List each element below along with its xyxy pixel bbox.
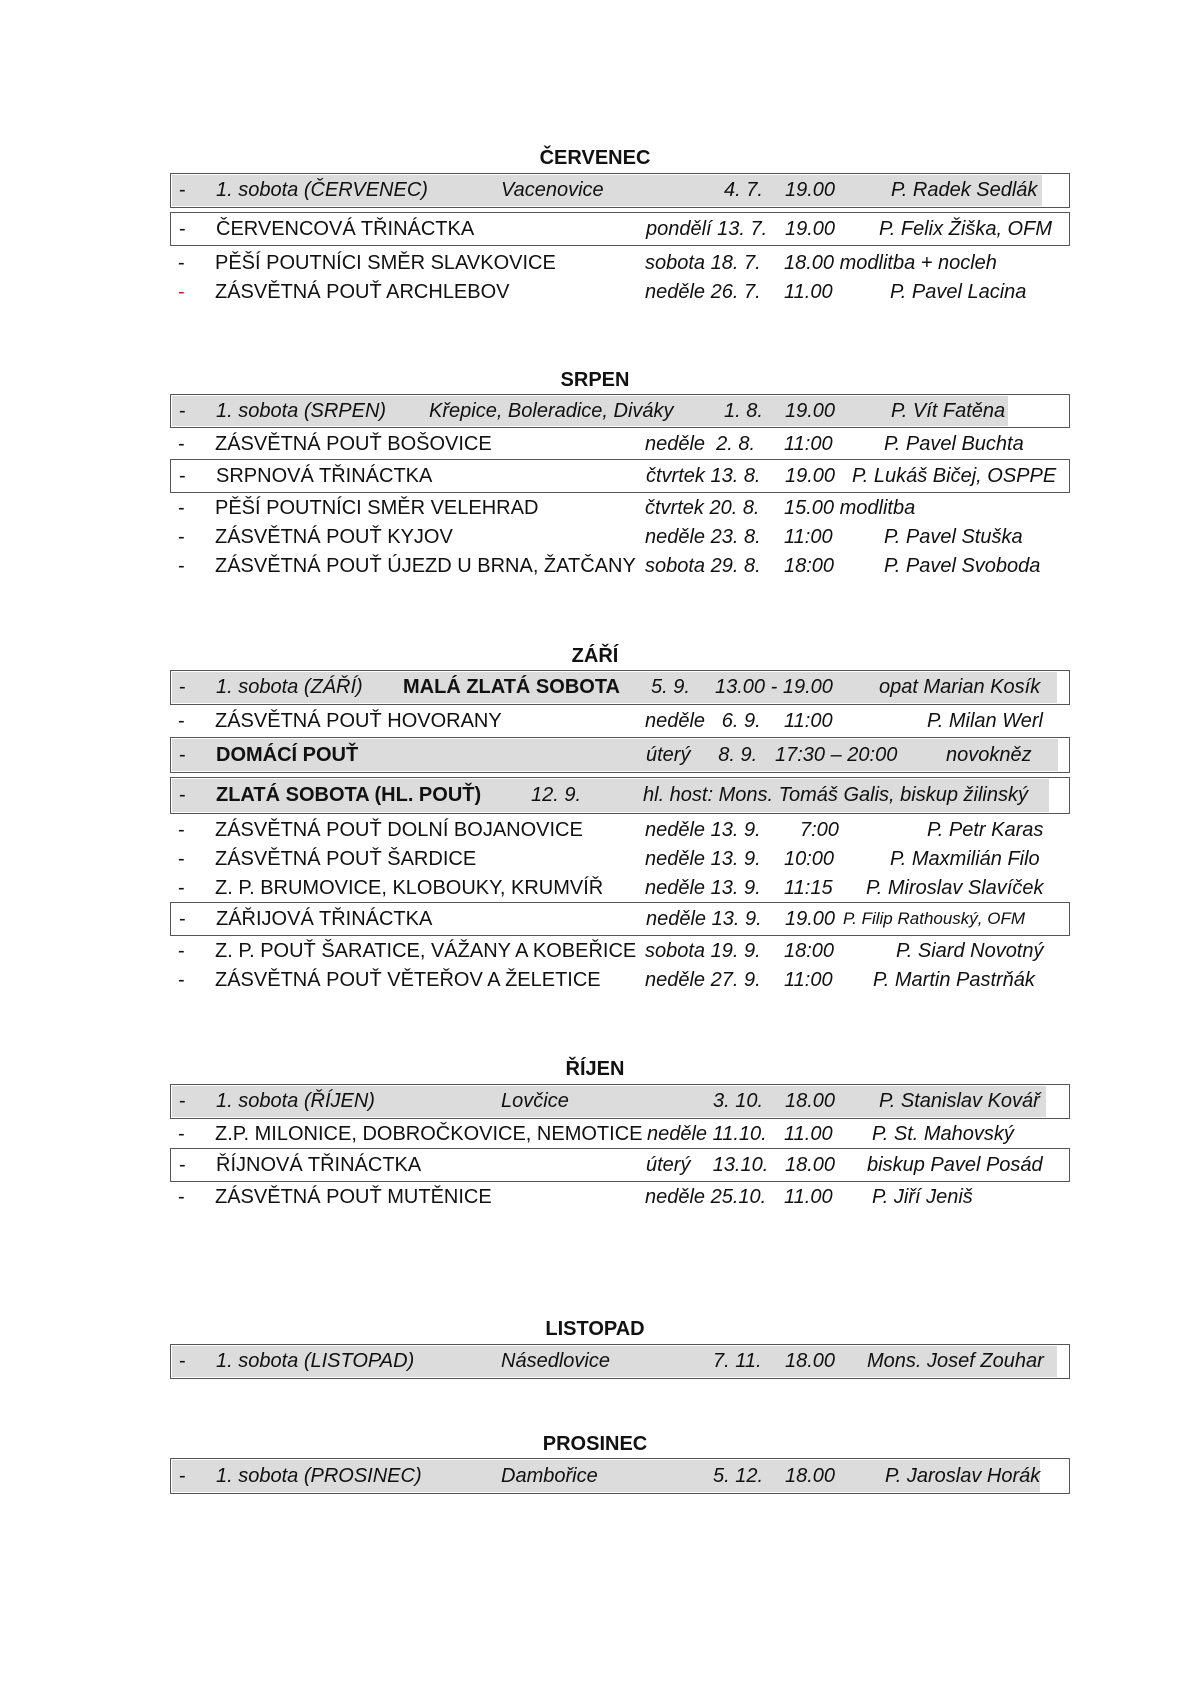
schedule-row — [170, 394, 1070, 428]
row-time: 13.00 - 19.00 — [715, 676, 833, 698]
schedule-row — [170, 212, 1070, 246]
row-dash: - — [179, 1090, 186, 1112]
row-dash: - — [178, 819, 185, 841]
section-title-zari: ZÁŘÍ — [571, 645, 619, 667]
row-date: neděle 26. 7. — [645, 281, 761, 303]
row-time: 11:00 — [784, 710, 833, 732]
row-time: 18.00 modlitba + nocleh — [784, 252, 997, 274]
schedule-row — [170, 1183, 1070, 1211]
row-time: 18.00 — [785, 1090, 836, 1112]
row-date: neděle 6. 9. — [645, 710, 761, 732]
row-time: 18:00 — [784, 940, 835, 962]
row-priest: P. Felix Žiška, OFM — [879, 218, 1052, 240]
row-time: 19.00 — [785, 465, 836, 487]
schedule-row — [170, 494, 1070, 522]
row-date: neděle 27. 9. — [645, 969, 761, 991]
row-name: ČERVENCOVÁ TŘINÁCTKA — [216, 218, 475, 240]
row-time: 19.00 — [785, 908, 836, 930]
row-date: čtvrtek 20. 8. — [645, 497, 760, 519]
row-dash: - — [178, 1186, 185, 1208]
row-date: neděle 25.10. — [645, 1186, 767, 1208]
row-dash: - — [178, 252, 185, 274]
row-priest: P. Stanislav Kovář — [879, 1090, 1040, 1112]
row-priest: P. Martin Pastrňák — [873, 969, 1035, 991]
row-name: ZÁSVĚTNÁ POUŤ KYJOV — [215, 526, 453, 548]
row-date: neděle 13. 9. — [645, 848, 761, 870]
section-title-listopad: LISTOPAD — [545, 1318, 645, 1340]
row-place: MALÁ ZLATÁ SOBOTA — [403, 676, 621, 698]
row-priest: P. St. Mahovský — [872, 1123, 1014, 1145]
schedule-row — [170, 1344, 1070, 1379]
row-date: úterý 8. 9. — [646, 744, 758, 766]
row-name: 1. sobota (SRPEN) — [216, 400, 387, 422]
row-dash: - — [178, 969, 185, 991]
row-date: 1. 8. — [724, 400, 763, 422]
row-time: 17:30 – 20:00 — [775, 744, 898, 766]
schedule-row — [170, 707, 1070, 735]
row-name: 1. sobota (ŘÍJEN) — [216, 1090, 375, 1112]
row-name: ZÁSVĚTNÁ POUŤ BOŠOVICE — [215, 433, 492, 455]
row-priest: P. Jiří Jeniš — [872, 1186, 973, 1208]
section-title-prosinec: PROSINEC — [542, 1433, 648, 1455]
row-priest: P. Radek Sedlák — [891, 179, 1038, 201]
row-priest: P. Petr Karas — [927, 819, 1044, 841]
schedule-row — [170, 1458, 1070, 1494]
row-date: 5. 9. — [651, 676, 690, 698]
row-name: PĚŠÍ POUTNÍCI SMĚR SLAVKOVICE — [215, 252, 556, 274]
row-time: 11.00 — [784, 1186, 833, 1208]
row-dash: - — [178, 433, 185, 455]
schedule-row — [170, 523, 1070, 551]
row-time: 10:00 — [784, 848, 835, 870]
row-priest: P. Miroslav Slavíček — [866, 877, 1044, 899]
row-dash: - — [179, 1465, 186, 1487]
row-dash: - — [178, 281, 185, 303]
row-date: čtvrtek 13. 8. — [646, 465, 761, 487]
row-dash: - — [179, 744, 186, 766]
section-title-cervenec: ČERVENEC — [539, 147, 651, 169]
row-priest: P. Pavel Lacina — [890, 281, 1027, 303]
row-time: 18.00 — [785, 1465, 836, 1487]
row-time: 19.00 — [785, 218, 836, 240]
row-dash: - — [179, 218, 186, 240]
row-time: 15.00 modlitba — [784, 497, 916, 519]
row-date: úterý 13.10. — [646, 1154, 769, 1176]
row-dash: - — [179, 1350, 186, 1372]
row-priest: P. Pavel Buchta — [884, 433, 1024, 455]
row-name: 1. sobota (LISTOPAD) — [216, 1350, 415, 1372]
row-dash: - — [179, 676, 186, 698]
row-name: ZÁSVĚTNÁ POUŤ ARCHLEBOV — [215, 281, 510, 303]
row-dash: - — [179, 908, 186, 930]
row-date: neděle 13. 9. — [645, 877, 761, 899]
row-priest: Mons. Josef Zouhar — [867, 1350, 1044, 1372]
schedule-row — [170, 552, 1070, 580]
row-dash: - — [178, 555, 185, 577]
row-dash: - — [179, 1154, 186, 1176]
row-time: 11:00 — [784, 969, 833, 991]
row-name: 1. sobota (ZÁŘÍ) — [216, 676, 363, 698]
row-date: pondělí 13. 7. — [646, 218, 768, 240]
row-dash: - — [179, 400, 186, 422]
row-date: 7. 11. — [713, 1350, 762, 1372]
schedule-row — [170, 845, 1070, 873]
row-time: 18.00 — [785, 1154, 836, 1176]
row-dash: - — [178, 526, 185, 548]
row-date: 12. 9. — [531, 784, 582, 806]
schedule-row — [170, 278, 1070, 306]
row-name: Z.P. MILONICE, DOBROČKOVICE, NEMOTICE — [215, 1123, 643, 1145]
row-date: sobota 29. 8. — [645, 555, 761, 577]
row-dash: - — [179, 179, 186, 201]
section-title-rijen: ŘÍJEN — [565, 1058, 625, 1080]
row-priest: P. Vít Fatěna — [891, 400, 1006, 422]
schedule-row — [170, 874, 1070, 902]
schedule-row — [170, 737, 1070, 773]
row-priest: novokněz — [946, 744, 1032, 766]
row-priest: biskup Pavel Posád — [867, 1154, 1043, 1176]
row-dash: - — [179, 784, 186, 806]
row-dash: - — [178, 1123, 185, 1145]
row-name: DOMÁCÍ POUŤ — [216, 744, 359, 766]
row-priest: P. Pavel Stuška — [884, 526, 1023, 548]
schedule-row — [170, 966, 1070, 994]
row-name: ZÁSVĚTNÁ POUŤ HOVORANY — [215, 710, 502, 732]
row-time: 19.00 — [785, 400, 836, 422]
row-date: sobota 18. 7. — [645, 252, 761, 274]
row-dash: - — [178, 710, 185, 732]
row-time: 19.00 — [785, 179, 836, 201]
row-dash: - — [178, 848, 185, 870]
schedule-row — [170, 430, 1070, 458]
row-priest: P. Lukáš Bičej, OSPPE — [852, 465, 1057, 487]
row-place: Lovčice — [501, 1090, 569, 1112]
row-time: 11.00 — [784, 281, 833, 303]
row-time: 18:00 — [784, 555, 835, 577]
row-priest: opat Marian Kosík — [879, 676, 1041, 698]
row-date: neděle 13. 9. — [645, 819, 761, 841]
row-name: ZÁSVĚTNÁ POUŤ ŠARDICE — [215, 848, 477, 870]
row-time: 11:00 — [784, 433, 833, 455]
row-name: ZÁSVĚTNÁ POUŤ DOLNÍ BOJANOVICE — [215, 819, 583, 841]
row-priest: P. Filip Rathouský, OFM — [843, 909, 1026, 928]
row-date: 5. 12. — [713, 1465, 764, 1487]
row-note: hl. host: Mons. Tomáš Galis, biskup žilinský — [643, 784, 1028, 806]
schedule-row — [170, 1120, 1070, 1148]
row-date: 3. 10. — [713, 1090, 764, 1112]
row-place: Násedlovice — [501, 1350, 610, 1372]
row-name: ZÁŘIJOVÁ TŘINÁCTKA — [216, 908, 433, 930]
schedule-row — [170, 249, 1070, 277]
schedule-row — [170, 1148, 1070, 1182]
row-dash: - — [178, 497, 185, 519]
row-dash: - — [179, 465, 186, 487]
schedule-row — [170, 173, 1070, 208]
row-dash: - — [178, 877, 185, 899]
schedule-row — [170, 937, 1070, 965]
schedule-row — [170, 902, 1070, 936]
row-name: ZÁSVĚTNÁ POUŤ ÚJEZD U BRNA, ŽATČANY — [215, 555, 636, 577]
schedule-row — [170, 1084, 1070, 1119]
row-date: neděle 11.10. — [647, 1123, 767, 1145]
row-date: sobota 19. 9. — [645, 940, 761, 962]
schedule-row — [170, 670, 1070, 705]
row-place: Vacenovice — [501, 179, 604, 201]
row-priest: P. Pavel Svoboda — [884, 555, 1041, 577]
row-priest: P. Jaroslav Horák — [885, 1465, 1041, 1487]
row-name: 1. sobota (ČERVENEC) — [216, 179, 428, 201]
row-dash: - — [178, 940, 185, 962]
row-name: SRPNOVÁ TŘINÁCTKA — [216, 465, 433, 487]
row-name: ZLATÁ SOBOTA (HL. POUŤ) — [216, 784, 482, 806]
row-time: 11:15 — [784, 877, 833, 899]
row-date: 4. 7. — [724, 179, 763, 201]
row-name: Z. P. POUŤ ŠARATICE, VÁŽANY A KOBEŘICE — [215, 940, 637, 962]
row-date: neděle 2. 8. — [645, 433, 756, 455]
row-name: Z. P. BRUMOVICE, KLOBOUKY, KRUMVÍŘ — [215, 877, 604, 899]
row-place: Křepice, Boleradice, Diváky — [429, 400, 674, 422]
row-priest: P. Maxmilián Filo — [890, 848, 1040, 870]
row-priest: P. Siard Novotný — [896, 940, 1044, 962]
row-name: ZÁSVĚTNÁ POUŤ VĚTEŘOV A ŽELETICE — [215, 969, 601, 991]
row-time: 11.00 — [784, 1123, 833, 1145]
row-name: 1. sobota (PROSINEC) — [216, 1465, 422, 1487]
schedule-row — [170, 816, 1070, 844]
schedule-row — [170, 777, 1070, 814]
row-place: Dambořice — [501, 1465, 598, 1487]
row-time: 18.00 — [785, 1350, 836, 1372]
schedule-row — [170, 459, 1070, 493]
row-priest: P. Milan Werl — [927, 710, 1043, 732]
row-date: neděle 13. 9. — [646, 908, 762, 930]
row-name: PĚŠÍ POUTNÍCI SMĚR VELEHRAD — [215, 497, 539, 519]
row-date: neděle 23. 8. — [645, 526, 761, 548]
row-time: 11:00 — [784, 526, 833, 548]
row-time: 7:00 — [800, 819, 839, 841]
row-name: ŘÍJNOVÁ TŘINÁCTKA — [216, 1154, 422, 1176]
row-name: ZÁSVĚTNÁ POUŤ MUTĚNICE — [215, 1186, 492, 1208]
section-title-srpen: SRPEN — [560, 369, 630, 391]
